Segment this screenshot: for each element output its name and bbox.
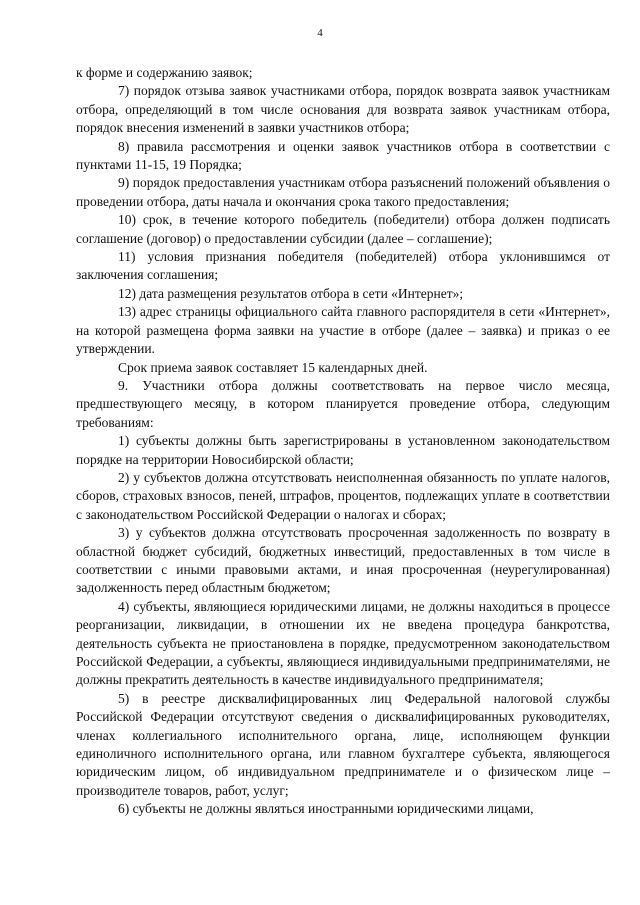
paragraph-requirement-4: 4) субъекты, являющиеся юридическими лицами, не должны находиться в процессе реорганизации, ликвидации, в отношении их не введена процедура банкротства, деятельность субъекта не приостановлена в порядке, предусмотренном законодательством Российской Федерации, а субъекты, являющиеся индивидуальными предпринимателями, не должны прекратить деятельность в качестве индивидуального предпринимателя; [76,598,610,688]
paragraph-requirement-1: 1) субъекты должны быть зарегистрированы в установленном законодательством порядке на территории Новосибирской области; [76,433,610,467]
paragraph-item-13: 13) адрес страницы официального сайта главного распорядителя в сети «Интернет», на которой размещена форма заявки на участие в отборе (далее – заявка) и приказ о ее утверждении. [76,304,610,357]
page-number: 4 [317,27,323,39]
paragraph-item-7: 7) порядок отзыва заявок участниками отбора, порядок возврата заявок участникам отбора, определяющий в том числе основания для возврата заявок участникам отбора, порядок внесения изменений в заявки участников отбора; [76,83,610,136]
paragraph-requirement-3: 3) у субъектов должна отсутствовать просроченная задолженность по возврату в областной бюджет субсидий, бюджетных инвестиций, предоставленных в том числе в соответствии с иными правовыми актами, и иная просроченная (неурегулированная) задолженность перед областным бюджетом; [76,525,610,596]
paragraph-deadline: Срок приема заявок составляет 15 календарных дней. [118,359,428,375]
paragraph-item-12: 12) дата размещения результатов отбора в сети «Интернет»; [118,285,464,301]
paragraph-item-11: 11) условия признания победителя (победителей) отбора уклонившимся от заключения соглашения; [76,249,610,283]
paragraph-section-9: 9. Участники отбора должны соответствовать на первое число месяца, предшествующего месяцу, в котором планируется проведение отбора, следующим требованиям: [76,377,610,430]
paragraph-requirement-6: 6) субъекты не должны являться иностранными юридическими лицами, [118,801,534,817]
paragraph-requirement-5: 5) в реестре дисквалифицированных лиц Федеральной налоговой службы Российской Федерации отсутствуют сведения о дисквалифицированных руководителях, членах коллегиального исполнительного органа, лице, исполняющем функции единоличного исполнительного органа, или главном бухгалтере субъекта, являющегося юридическим лицом, об индивидуальном предпринимателе и о физическом лице – производителе товаров, работ, услуг; [76,690,610,798]
paragraph-item-8: 8) правила рассмотрения и оценки заявок участников отбора в соответствии с пунктами 11-15, 19 Порядка; [76,138,610,173]
paragraph-continuation: к форме и содержанию заявок; [76,65,253,80]
paragraph-requirement-2: 2) у субъектов должна отсутствовать неисполненная обязанность по уплате налогов, сборов, страховых взносов, пеней, штрафов, процентов, подлежащих уплате в соответствии с законодательством Российской Федерации о налогах и сборах; [76,469,610,522]
paragraph-item-10: 10) срок, в течение которого победитель (победители) отбора должен подписать соглашение (договор) о предоставлении субсидии (далее – соглашение); [76,212,610,246]
document-body [76,64,610,819]
paragraph-item-9: 9) порядок предоставления участникам отбора разъяснений положений объявления о проведении отбора, даты начала и окончания срока такого предоставления; [76,175,610,209]
